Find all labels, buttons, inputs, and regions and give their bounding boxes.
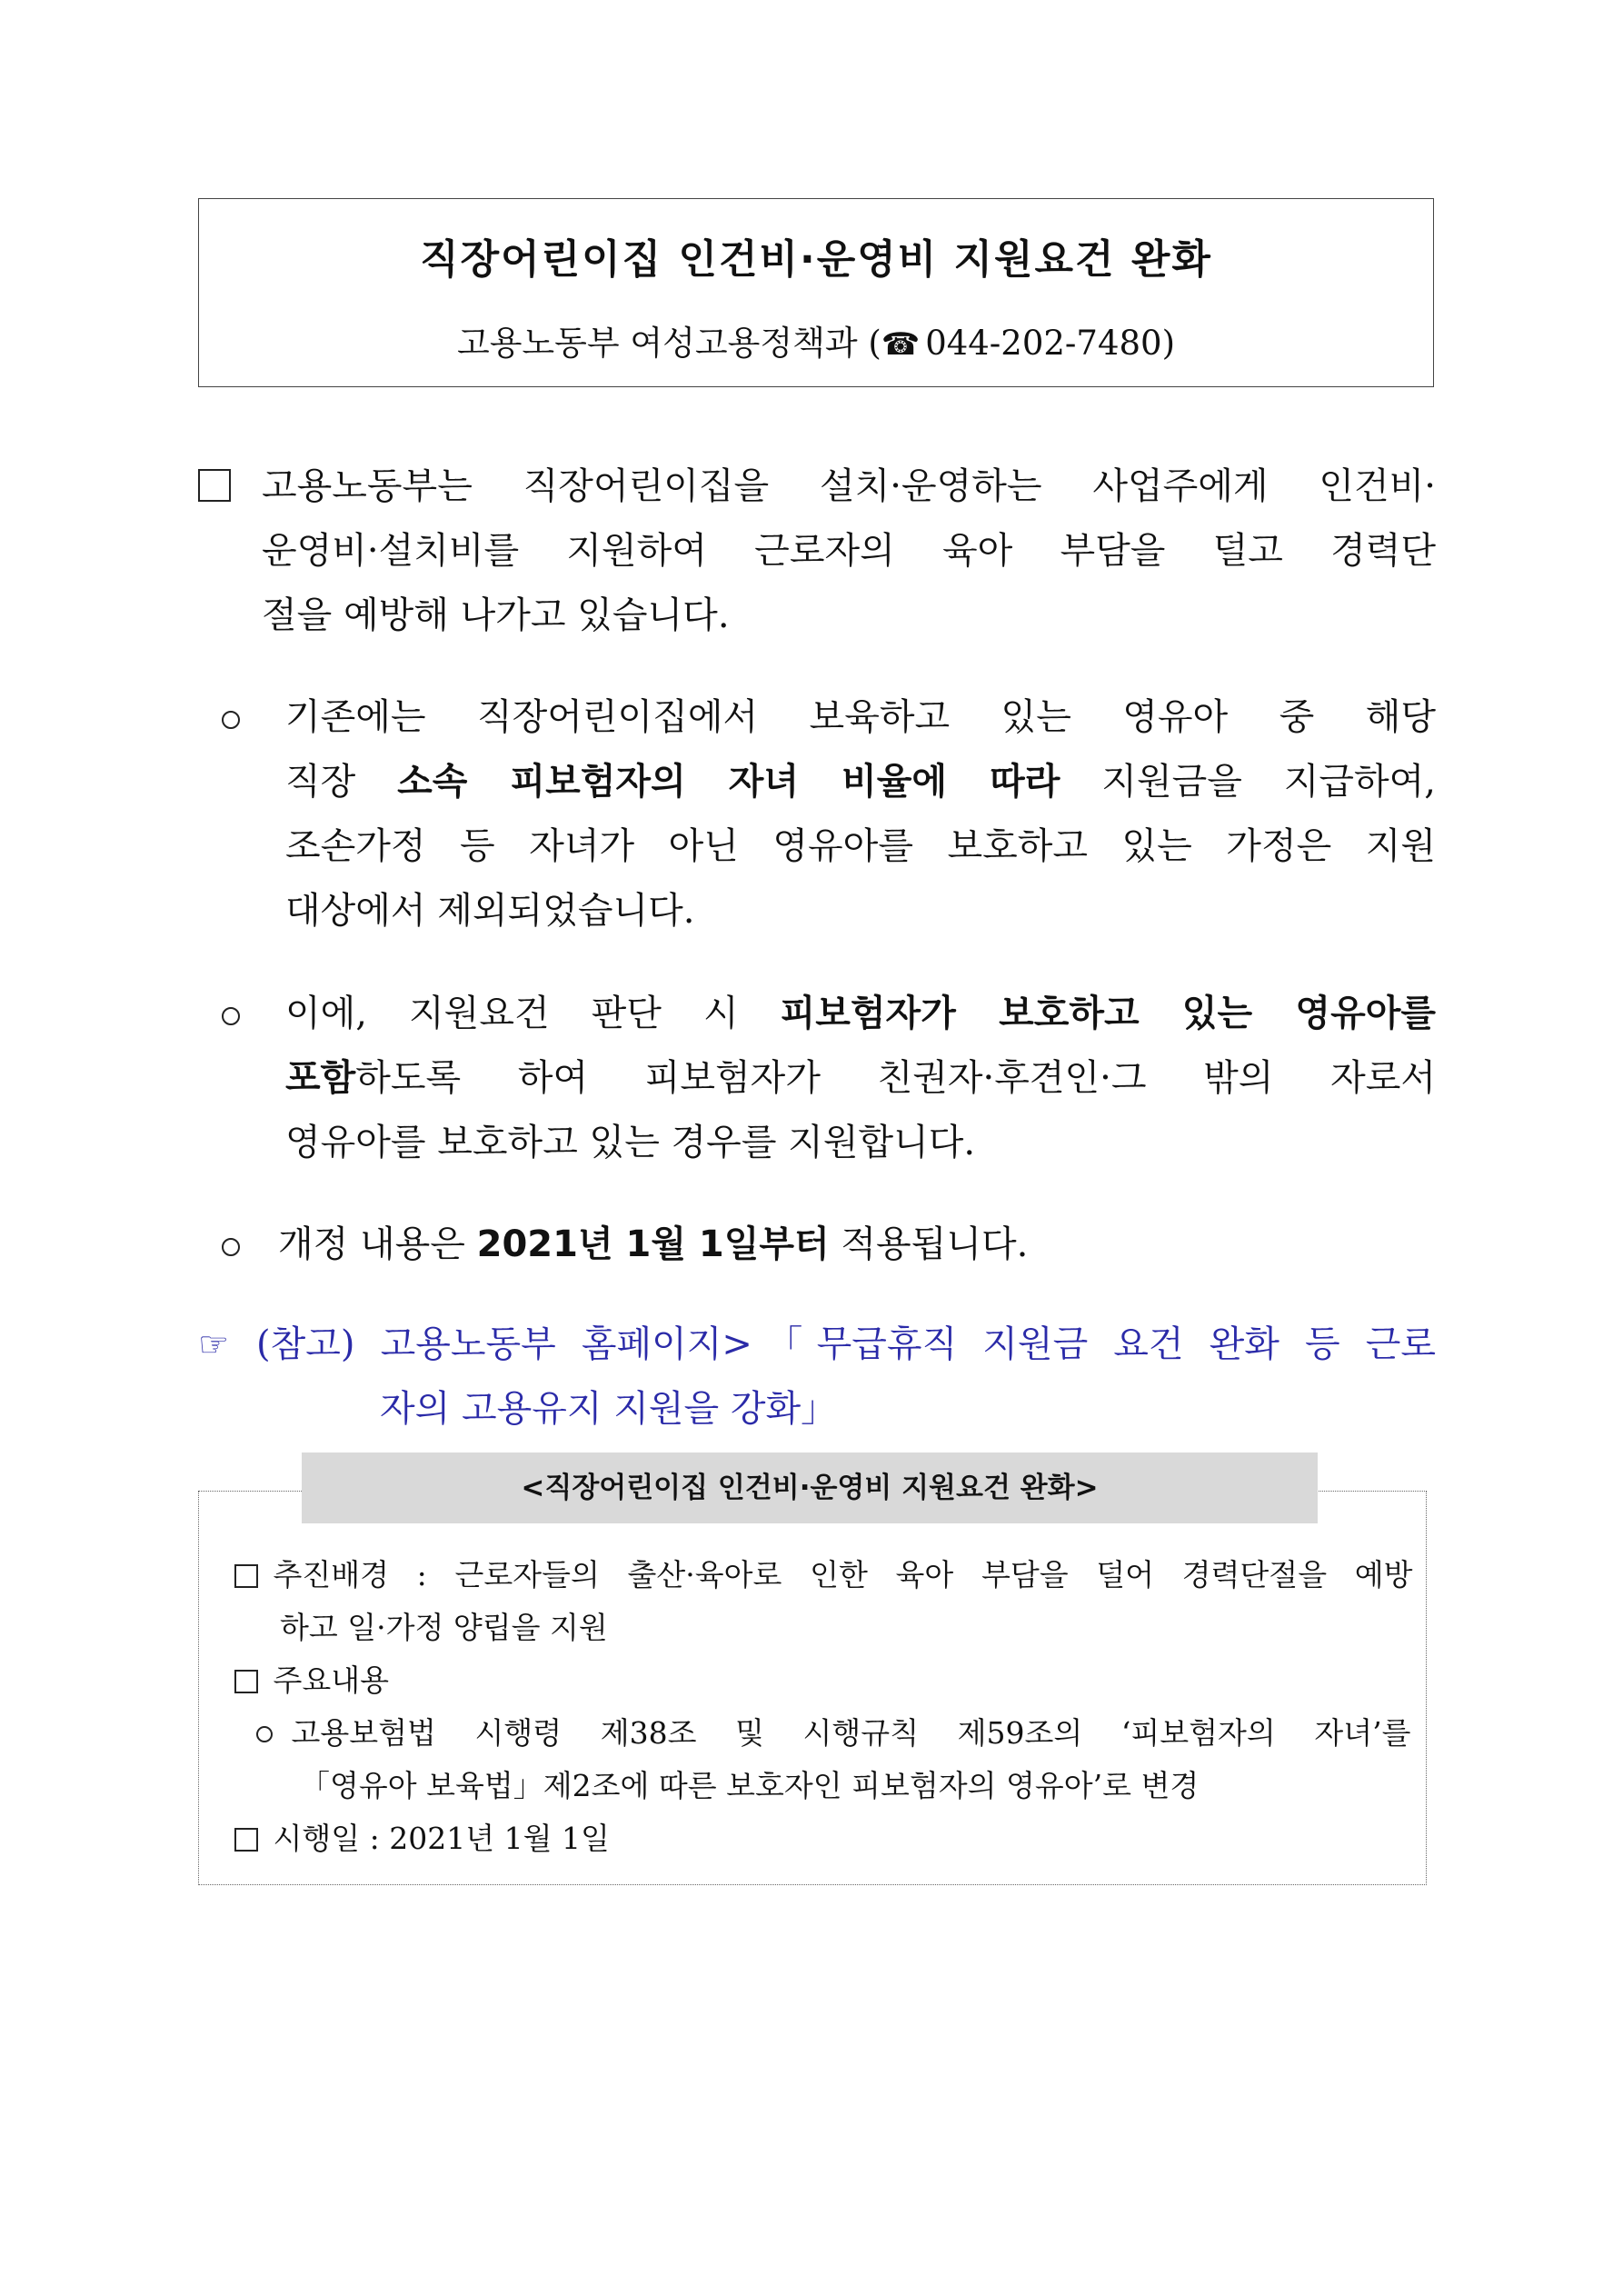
- title-box: [198, 198, 1434, 387]
- summary-effective: 시행일 : 2021년 1월 1일: [234, 1812, 610, 1865]
- summary-background: 추진배경 : 근로자들의 출산·육아로 인한 육아 부담을 덜어 경력단절을 예방: [234, 1549, 1407, 1602]
- intro-line: 운영비·설치비를 지원하여 근로자의 육아 부담을 덜고 경력단: [262, 530, 1436, 572]
- circle-bullet-icon: [222, 685, 240, 750]
- checkbox-icon: [234, 1828, 258, 1852]
- reference-link[interactable]: [256, 1313, 1436, 1442]
- emphasis-text: 피보험자가 보호하고 있는 영유아를: [780, 993, 1436, 1034]
- pointing-hand-icon: ☞: [198, 1324, 230, 1364]
- checkbox-icon: [234, 1670, 258, 1693]
- circle-bullet-icon: [222, 982, 240, 1046]
- contact-line: [199, 315, 1433, 364]
- emphasis-text: 포함: [285, 1057, 356, 1099]
- summary-main-item-cont: 「영유아 보육법」제2조에 따른 보호자인 피보험자의 영유아’로 변경: [300, 1768, 1200, 1803]
- bullet2-line: 포함하도록 하여 피보험자가 친권자·후견인·그 밖의 자로서: [285, 1057, 1436, 1099]
- intro-checkbox-icon: [198, 454, 231, 519]
- reference-line: (참고) 고용노동부 홈페이지>「무급휴직 지원금 요건 완화 등 근로: [256, 1323, 1436, 1365]
- emphasis-text: 소속 피보험자의 자녀 비율에 따라: [397, 761, 1060, 803]
- phone-number: 044-202-7480): [925, 324, 1176, 363]
- bullet1-line: 조손가정 등 자녀가 아닌 영유아를 보호하고 있는 가정은 지원: [285, 825, 1436, 867]
- summary-header: <직장어린이집 인건비·운영비 지원요건 완화>: [302, 1452, 1318, 1523]
- bullet-paragraph-3: 개정 내용은 2021년 1월 1일부터 적용됩니다.: [278, 1223, 1029, 1265]
- effective-date-emphasis: 2021년 1월 1일부터: [476, 1223, 830, 1265]
- circle-bullet-icon: [256, 1726, 273, 1742]
- page-title: 직장어린이집 인건비·운영비 지원요건 완화: [420, 236, 1212, 283]
- reference-line: 자의 고용유지 지원을 강화」: [380, 1388, 838, 1430]
- summary-background-cont: 하고 일·가정 양립을 지원: [280, 1610, 608, 1645]
- bullet1-line: 대상에서 제외되었습니다.: [285, 890, 695, 932]
- department-name: 고용노동부 여성고용정책과 (: [456, 324, 881, 363]
- intro-line: 절을 예방해 나가고 있습니다.: [262, 594, 730, 636]
- summary-main-label: 주요내용: [234, 1654, 389, 1707]
- intro-line: 고용노동부는 직장어린이집을 설치·운영하는 사업주에게 인건비·: [262, 465, 1436, 507]
- phone-icon: ☎: [881, 326, 921, 363]
- summary-main-item: 고용보험법 시행령 제38조 및 시행규칙 제59조의 ‘피보험자의 자녀’를: [256, 1707, 1409, 1760]
- bullet-paragraph-1: [285, 685, 1436, 943]
- bullet-paragraph-2: [285, 982, 1436, 1175]
- bullet2-line: 이에, 지원요건 판단 시 피보험자가 보호하고 있는 영유아를: [285, 993, 1436, 1034]
- checkbox-icon: [234, 1564, 258, 1588]
- bullet2-line: 영유아를 보호하고 있는 경우를 지원합니다.: [285, 1122, 976, 1163]
- circle-bullet-icon: [222, 1213, 240, 1277]
- bullet1-line: 기존에는 직장어린이집에서 보육하고 있는 영유아 중 해당: [285, 696, 1436, 738]
- intro-paragraph: [262, 454, 1436, 648]
- bullet1-line: 직장 소속 피보험자의 자녀 비율에 따라 지원금을 지급하여,: [285, 761, 1437, 803]
